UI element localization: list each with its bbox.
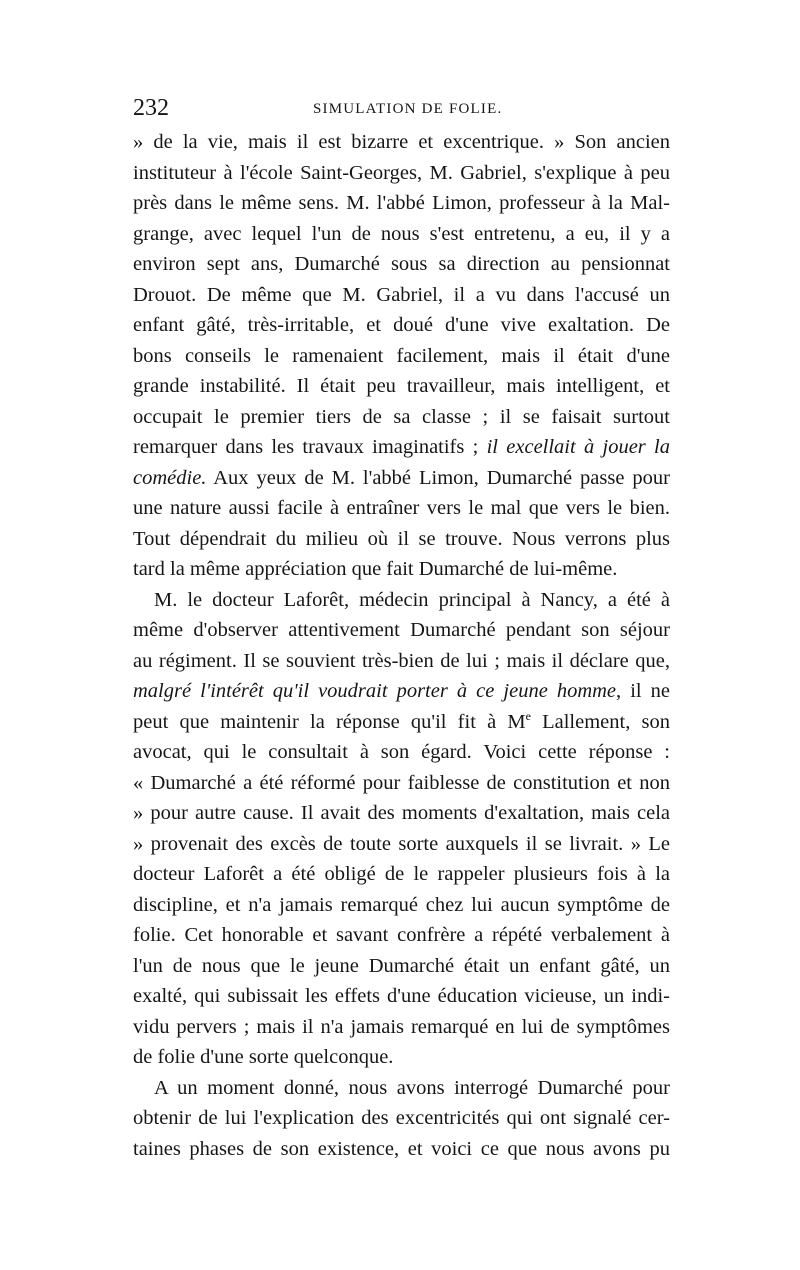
running-title: SIMULATION DE FOLIE. <box>313 101 503 117</box>
text-segment: enfant gâté, très-irritable, et doué d'une vive exaltation. De <box>133 314 670 336</box>
text-segment: » pour autre cause. Il avait des moments d'exaltation, mais cela <box>133 802 670 824</box>
text-segment: l'un de nous que le jeune Dumarché était un enfant gâté, un <box>133 954 670 977</box>
text-segment: Tout dépendrait du milieu où il se trouve. Nous verrons plus <box>133 527 670 550</box>
text-segment: discipline, et n'a jamais remarqué chez lui aucun symptôme de <box>133 893 670 916</box>
text-segment: au régiment. Il se souvient très-bien de lui ; mais il déclare que, <box>133 649 670 672</box>
text-segment: remarquer dans les travaux imaginatifs ; <box>133 436 487 458</box>
superscript-text: e <box>525 708 531 723</box>
text-line <box>133 646 670 677</box>
text-line <box>133 1134 670 1165</box>
text-line <box>133 493 670 524</box>
text-segment: près dans le même sens. M. l'abbé Limon, professeur à la Mal- <box>133 192 670 214</box>
text-segment: Aux yeux de M. l'abbé Limon, Dumarché passe pour <box>206 466 670 489</box>
text-line <box>133 768 670 799</box>
text-segment: taines phases de son existence, et voici ce que nous avons pu <box>133 1137 670 1160</box>
text-line <box>133 798 670 829</box>
text-segment: M. le docteur Laforêt, médecin principal à Nancy, a été à <box>154 588 670 611</box>
text-line <box>133 158 670 189</box>
text-segment: exalté, qui subissait les effets d'une éducation vicieuse, un indi- <box>133 985 670 1007</box>
italic-text: il excellait à jouer la <box>486 436 670 458</box>
text-segment: instituteur à l'école Saint-Georges, M. Gabriel, s'explique à peu <box>133 161 670 184</box>
page-number: 232 <box>133 95 169 121</box>
text-segment: tard la même appréciation que fait Dumarché de lui-même. <box>133 558 618 580</box>
text-line <box>133 554 670 585</box>
text-segment: même d'observer attentivement Dumarché pendant son séjour <box>133 619 670 641</box>
text-segment: « Dumarché a été réformé pour faiblesse de constitution et non <box>133 771 670 794</box>
text-segment: folie. Cet honorable et savant confrère a répété verbalement à <box>133 924 670 946</box>
text-segment: grande instabilité. Il était peu travailleur, mais intelligent, et <box>133 375 670 397</box>
text-segment: Lallement, son <box>530 710 670 733</box>
text-segment: obtenir de lui l'explication des excentricités qui ont signalé cer- <box>133 1107 670 1129</box>
text-line <box>133 371 670 402</box>
text-segment: A un moment donné, nous avons interrogé Dumarché pour <box>154 1076 670 1099</box>
text-line <box>133 829 670 860</box>
text-line <box>133 402 670 433</box>
italic-text: comédie. <box>133 466 207 489</box>
text-line <box>133 890 670 921</box>
text-line <box>133 188 670 219</box>
text-line <box>133 463 670 494</box>
text-line <box>133 920 670 951</box>
text-segment: » provenait des excès de toute sorte auxquels il se livrait. » Le <box>133 832 670 855</box>
text-line <box>133 127 670 158</box>
text-line <box>133 524 670 555</box>
text-segment: vidu pervers ; mais il n'a jamais remarqué en lui de symptômes <box>133 1015 670 1038</box>
text-segment: » de la vie, mais il est bizarre et excentrique. » Son ancien <box>133 131 670 153</box>
text-line <box>133 1073 670 1104</box>
text-line <box>133 249 670 280</box>
text-segment: bons conseils le ramenaient facilement, mais il était d'une <box>133 344 670 367</box>
text-line <box>133 615 670 646</box>
text-line <box>133 981 670 1012</box>
text-line <box>133 310 670 341</box>
text-segment: de folie d'une sorte quelconque. <box>133 1046 394 1068</box>
italic-text: malgré l'intérêt qu'il voudrait porter à ce jeune homme <box>133 680 617 702</box>
text-line <box>133 859 670 890</box>
text-line <box>133 676 670 707</box>
text-line <box>133 280 670 311</box>
text-line <box>133 1042 670 1073</box>
text-line <box>133 585 670 616</box>
text-line <box>133 951 670 982</box>
text-line <box>133 1012 670 1043</box>
text-segment: docteur Laforêt a été obligé de le rappeler plusieurs fois à la <box>133 863 670 885</box>
text-segment: Drouot. De même que M. Gabriel, il a vu dans l'accusé un <box>133 283 670 306</box>
body-text <box>133 127 670 1164</box>
text-segment: grange, avec lequel l'un de nous s'est entretenu, a eu, il y a <box>133 222 670 245</box>
text-line <box>133 1103 670 1134</box>
text-line <box>133 432 670 463</box>
text-line <box>133 707 670 738</box>
text-line <box>133 737 670 768</box>
text-segment: peut que maintenir la réponse qu'il fit à M <box>133 710 526 733</box>
text-segment: , il ne <box>616 680 670 702</box>
text-segment: avocat, qui le consultait à son égard. Voici cette réponse : <box>133 741 670 763</box>
text-segment: environ sept ans, Dumarché sous sa direction au pensionnat <box>133 253 670 275</box>
text-line <box>133 219 670 250</box>
page-header <box>133 94 670 122</box>
text-line <box>133 341 670 372</box>
text-segment: occupait le premier tiers de sa classe ; il se faisait surtout <box>133 405 670 428</box>
text-segment: une nature aussi facile à entraîner vers le mal que vers le bien. <box>133 497 670 519</box>
